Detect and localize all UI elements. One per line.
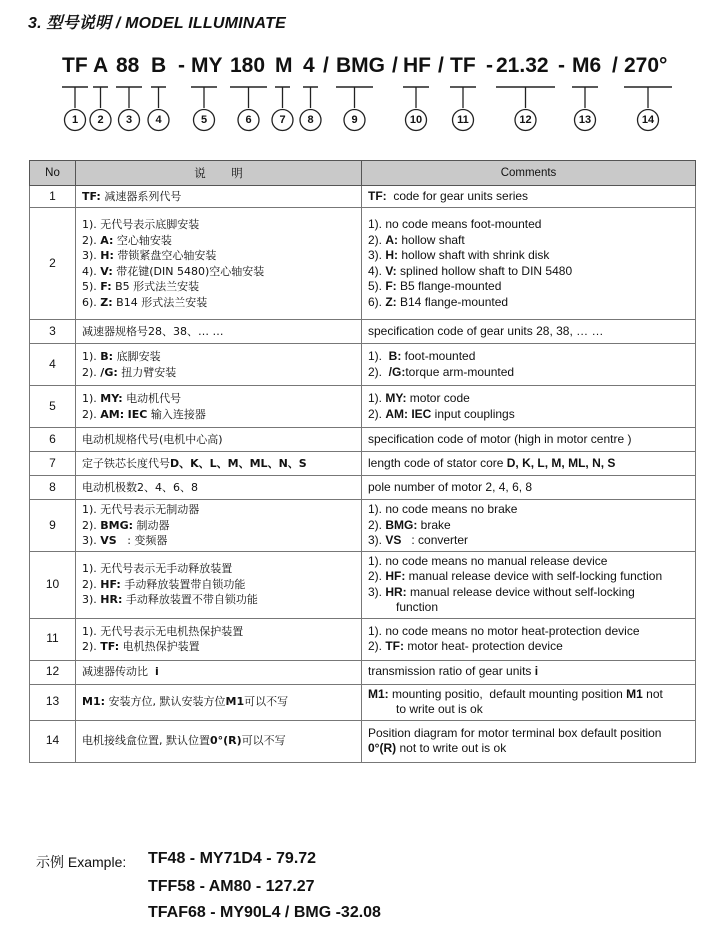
cell-line	[82, 456, 355, 472]
marker-number: 5	[200, 114, 208, 126]
cell-text: to write out is ok	[396, 702, 483, 716]
cell-text: brake	[417, 517, 451, 532]
row-number: 1	[30, 186, 76, 208]
cell-text: 安装方位, 默认安装方位	[105, 695, 226, 709]
row-number: 14	[30, 720, 76, 762]
cell-line	[368, 569, 689, 585]
cell-text: torque arm-mounted	[405, 364, 515, 379]
cell-text: B5 形式法兰安装	[111, 280, 200, 293]
cell-text: 减速器规格号28、38、… …	[82, 324, 224, 338]
cell-line	[368, 324, 689, 340]
code-key: F:	[385, 279, 397, 293]
marker-number: 14	[641, 114, 655, 126]
description-cn	[76, 208, 362, 320]
cell-text: 2).	[368, 406, 386, 421]
marker-number: 7	[279, 114, 286, 126]
cell-line	[82, 733, 355, 749]
row-number: 7	[30, 452, 76, 476]
description-cn	[76, 660, 362, 684]
marker-number: 2	[97, 114, 104, 126]
cell-text: : converter	[401, 533, 469, 547]
cell-text: 1).	[368, 349, 389, 363]
row-number: 8	[30, 476, 76, 500]
code-token: 88	[116, 54, 140, 77]
comment-en	[362, 186, 696, 208]
cell-text: 3).	[368, 584, 386, 599]
cell-text: specification code of motor (high in motor centre )	[368, 431, 632, 446]
cell-line	[368, 533, 689, 549]
cell-text: 1). 无代号表示底脚安装	[82, 218, 200, 231]
cell-line	[368, 279, 689, 295]
table-row	[30, 618, 696, 660]
description-cn	[76, 551, 362, 618]
cell-text: 2).	[82, 407, 101, 421]
marker-number: 3	[125, 114, 133, 126]
cell-text: length code of stator core	[368, 455, 507, 470]
cell-line	[368, 554, 689, 570]
example-line-1: TF48 - MY71D4 - 79.72	[148, 850, 317, 867]
code-key: HF:	[100, 577, 121, 591]
code-key: M1	[626, 686, 643, 701]
cell-line	[368, 502, 689, 518]
cell-text: 2).	[82, 577, 101, 591]
cell-text: 1). 无代号表示无手动释放装置	[82, 562, 233, 576]
code-token: /	[612, 54, 618, 77]
cell-line	[368, 664, 689, 680]
code-token: M6	[572, 54, 602, 77]
header-comments: Comments	[362, 161, 696, 186]
code-key: AM:	[100, 407, 125, 421]
cell-text: 1).	[368, 391, 386, 405]
code-key: D、K、L、M、ML、N、S	[170, 456, 307, 470]
comment-en	[362, 720, 696, 762]
cell-text: motor code	[406, 391, 470, 405]
code-key: TF:	[82, 189, 101, 203]
cell-text: 可以不写	[244, 695, 289, 709]
cell-line	[82, 391, 355, 407]
row-number: 3	[30, 320, 76, 344]
comment-en	[362, 386, 696, 428]
cell-line	[368, 407, 689, 423]
cell-line	[368, 248, 689, 264]
code-token: 4	[303, 54, 315, 77]
description-cn	[76, 684, 362, 720]
code-key: TF:	[385, 639, 404, 653]
code-key: D, K, L, M, ML, N, S	[506, 455, 616, 470]
cell-text: motor heat- protection device	[404, 639, 563, 653]
cell-text: not to write out is ok	[396, 741, 507, 755]
cell-text: manual release device without self-locking	[406, 584, 635, 599]
marker-number: 6	[245, 114, 252, 126]
row-number: 2	[30, 208, 76, 320]
cell-text: not	[642, 686, 663, 701]
description-cn	[76, 428, 362, 452]
cell-text: 2).	[368, 639, 386, 653]
cell-line	[82, 533, 355, 549]
model-illuminate-table	[29, 160, 696, 763]
code-key: HF:	[385, 569, 406, 583]
code-token: A	[93, 54, 109, 77]
cell-line	[82, 217, 355, 233]
cell-text: 3).	[82, 593, 101, 607]
cell-text: 减速器系列代号	[100, 189, 182, 203]
model-code-markers	[0, 84, 720, 144]
example-line-3: TFAF68 - MY90L4 / BMG -32.08	[148, 904, 381, 921]
cell-text: 电动机极数2、4、6、8	[82, 480, 198, 494]
table-row	[30, 720, 696, 762]
table-row	[30, 684, 696, 720]
code-key: HR:	[100, 593, 123, 607]
marker-number: 1	[71, 114, 79, 126]
cell-line	[368, 702, 689, 718]
cell-line	[368, 456, 689, 472]
cell-text: 3).	[368, 533, 386, 547]
cell-text: 2).	[82, 365, 101, 379]
cell-line	[82, 664, 355, 680]
cell-text: B14 flange-mounted	[396, 294, 509, 309]
cell-text: 5).	[368, 279, 386, 293]
header-no: No	[30, 161, 76, 186]
cell-text: splined hollow shaft to DIN 5480	[396, 263, 573, 278]
marker-number: 12	[519, 114, 532, 126]
cell-text: 6).	[368, 294, 386, 309]
cell-line	[82, 295, 355, 311]
cell-text: 手动释放装置不带自锁功能	[122, 593, 258, 607]
code-token: 270°	[624, 54, 668, 77]
model-code-row	[0, 54, 720, 86]
code-key: /G:	[388, 364, 406, 379]
cell-line	[82, 233, 355, 249]
cell-text: Position diagram for motor terminal box default position	[368, 725, 662, 740]
code-key: BMG:	[385, 517, 418, 532]
code-key: 0°(R)	[210, 734, 242, 748]
cell-text: 电动机代号	[122, 392, 182, 405]
cell-line	[82, 561, 355, 577]
description-cn	[76, 720, 362, 762]
cell-line	[82, 324, 355, 340]
code-key: TF:	[100, 640, 120, 653]
row-number: 11	[30, 618, 76, 660]
cell-line	[368, 585, 689, 601]
cell-text: B14 形式法兰安装	[112, 295, 208, 309]
code-key: TF:	[368, 188, 387, 203]
code-token: BMG	[336, 54, 385, 77]
code-key: M1:	[82, 695, 105, 709]
row-number: 6	[30, 428, 76, 452]
code-token: MY	[191, 54, 223, 77]
code-key: IEC	[127, 407, 148, 421]
row-number: 10	[30, 551, 76, 618]
cell-line	[82, 407, 355, 423]
code-key: i	[155, 665, 159, 679]
code-token: B	[151, 54, 167, 77]
code-key: B:	[100, 350, 114, 363]
code-key: A:	[100, 233, 114, 247]
cell-text: 2).	[368, 232, 386, 247]
comment-en	[362, 684, 696, 720]
cell-line	[82, 639, 355, 655]
cell-line	[368, 432, 689, 448]
code-token: /	[323, 54, 329, 77]
cell-text: 手动释放装置带自锁功能	[120, 577, 246, 591]
code-key: H:	[385, 248, 399, 262]
cell-line	[368, 624, 689, 640]
cell-line	[368, 217, 689, 233]
cell-text: 1). no code means foot-mounted	[368, 217, 542, 231]
table-row	[30, 320, 696, 344]
header-description-cn: 说 明	[76, 161, 362, 186]
comment-en	[362, 344, 696, 386]
cell-text: function	[396, 600, 439, 614]
cell-text: B5 flange-mounted	[396, 279, 502, 293]
cell-text: 2).	[368, 364, 389, 379]
row-number: 9	[30, 500, 76, 552]
comment-en	[362, 500, 696, 552]
cell-text: 3).	[82, 249, 101, 262]
code-key: V:	[100, 264, 113, 278]
cell-line	[82, 349, 355, 365]
marker-number: 9	[351, 114, 358, 126]
description-cn	[76, 344, 362, 386]
code-key: i	[534, 664, 539, 679]
cell-text: 电动机规格代号(电机中心高)	[82, 432, 223, 446]
cell-line	[368, 233, 689, 249]
cell-line	[368, 480, 689, 496]
cell-text: 2).	[368, 569, 386, 583]
code-key: MY:	[385, 391, 407, 405]
code-token: TF	[62, 54, 88, 77]
cell-text: 电机接线盒位置, 默认位置	[82, 734, 210, 748]
cell-line	[82, 480, 355, 496]
cell-text: 4).	[368, 263, 386, 278]
cell-text: 1). no code means no brake	[368, 502, 518, 516]
cell-line	[82, 518, 355, 534]
comment-en	[362, 660, 696, 684]
cell-text: code for gear units series	[386, 188, 529, 203]
cell-text: 带锁紧盘空心轴安装	[113, 249, 217, 262]
row-number: 12	[30, 660, 76, 684]
code-token: 21.32	[496, 54, 549, 77]
code-key: 0°(R)	[368, 741, 397, 755]
cell-text: pole number of motor 2, 4, 6, 8	[368, 479, 533, 494]
marker-number: 10	[409, 114, 423, 126]
table-row	[30, 208, 696, 320]
cell-text: hollow shaft with shrink disk	[398, 248, 550, 262]
table-row	[30, 386, 696, 428]
cell-text: 输入连接器	[147, 407, 206, 421]
cell-text: 1).	[82, 350, 101, 363]
cell-text: 1). no code means no manual release device	[368, 553, 608, 568]
comment-en	[362, 476, 696, 500]
cell-text: input couplings	[431, 406, 515, 421]
cell-line	[82, 577, 355, 593]
code-key: M1	[225, 695, 245, 709]
table-header-row	[30, 161, 696, 186]
code-key: VS	[100, 534, 117, 547]
comment-en	[362, 618, 696, 660]
cell-text: 1).	[82, 392, 101, 405]
cell-text: 减速器传动比	[82, 665, 155, 679]
code-key: VS	[385, 533, 402, 547]
cell-text: 电机热保护装置	[119, 640, 200, 653]
code-token: -	[178, 54, 185, 77]
row-number: 13	[30, 684, 76, 720]
code-key: A:	[385, 232, 399, 247]
description-cn	[76, 186, 362, 208]
cell-line	[82, 248, 355, 264]
code-key: F:	[100, 280, 112, 293]
cell-line	[368, 741, 689, 757]
cell-text: 定子铁芯长度代号	[82, 456, 170, 470]
cell-text: manual release device with self-locking function	[405, 569, 663, 583]
cell-text: 可以不写	[241, 734, 286, 748]
cell-text: 底脚安装	[113, 350, 161, 363]
table-row	[30, 500, 696, 552]
cell-text: 扭力臂安装	[117, 365, 177, 379]
table-row	[30, 551, 696, 618]
code-token: TF	[450, 54, 476, 77]
cell-line	[82, 365, 355, 381]
code-key: Z:	[100, 295, 113, 309]
code-key: BMG:	[100, 518, 134, 532]
code-key: HR:	[385, 584, 407, 599]
code-key: H:	[100, 249, 114, 262]
code-token: HF	[403, 54, 431, 77]
cell-text: specification code of gear units 28, 38, … …	[368, 323, 604, 338]
table-row	[30, 186, 696, 208]
cell-text: 空心轴安装	[113, 233, 172, 247]
comment-en	[362, 320, 696, 344]
code-token: M	[275, 54, 293, 77]
code-key: AM: IEC	[385, 406, 432, 421]
cell-text: 6).	[82, 295, 101, 309]
code-token: /	[438, 54, 444, 77]
cell-line	[368, 264, 689, 280]
cell-text: 2).	[368, 517, 386, 532]
table-row	[30, 660, 696, 684]
code-token: -	[558, 54, 565, 77]
cell-text: transmission ratio of gear units	[368, 664, 535, 679]
cell-text: 带花键(DIN 5480)空心轴安装	[112, 264, 265, 278]
cell-text: 2).	[82, 518, 101, 532]
code-token: -	[486, 54, 493, 77]
table-row	[30, 344, 696, 386]
cell-text: 制动器	[133, 518, 170, 532]
cell-line	[368, 295, 689, 311]
cell-line	[368, 600, 689, 616]
description-cn	[76, 476, 362, 500]
marker-number: 4	[155, 114, 162, 126]
cell-line	[368, 189, 689, 205]
code-key: B:	[388, 349, 402, 363]
cell-text: 4).	[82, 264, 101, 278]
comment-en	[362, 428, 696, 452]
table-row	[30, 476, 696, 500]
section-heading: 3. 型号说明 / MODEL ILLUMINATE	[28, 15, 286, 32]
cell-text: 1). 无代号表示无制动器	[82, 503, 200, 516]
description-cn	[76, 618, 362, 660]
cell-line	[368, 639, 689, 655]
cell-line	[368, 349, 689, 365]
examples-label: 示例 Example:	[36, 854, 127, 870]
cell-line	[368, 726, 689, 742]
cell-line	[82, 189, 355, 205]
cell-line	[82, 592, 355, 608]
code-key: M1:	[368, 686, 389, 701]
cell-line	[82, 279, 355, 295]
comment-en	[362, 551, 696, 618]
cell-text: 3).	[368, 248, 386, 262]
cell-text: : 变频器	[116, 534, 168, 547]
marker-number: 11	[457, 114, 469, 126]
cell-text: 2).	[82, 233, 101, 247]
cell-text: 5).	[82, 280, 101, 293]
cell-text: 1). 无代号表示无电机热保护装置	[82, 624, 244, 638]
code-key: Z:	[385, 294, 397, 309]
code-token: /	[392, 54, 398, 77]
table-row	[30, 452, 696, 476]
description-cn	[76, 500, 362, 552]
marker-number: 8	[307, 114, 314, 126]
cell-line	[82, 694, 355, 710]
code-key: MY:	[100, 392, 123, 405]
cell-text: mounting positio, default mounting position	[388, 686, 627, 701]
code-key: /G:	[100, 365, 118, 379]
cell-line	[368, 518, 689, 534]
cell-text: foot-mounted	[401, 349, 476, 363]
cell-line	[368, 365, 689, 381]
cell-line	[368, 391, 689, 407]
description-cn	[76, 452, 362, 476]
cell-text: hollow shaft	[398, 232, 465, 247]
comment-en	[362, 452, 696, 476]
code-token: 180	[230, 54, 266, 77]
cell-text: 1). no code means no motor heat-protection device	[368, 623, 640, 638]
example-line-2: TFF58 - AM80 - 127.27	[148, 878, 315, 895]
description-cn	[76, 320, 362, 344]
cell-text: 3).	[82, 534, 101, 547]
cell-line	[82, 264, 355, 280]
comment-en	[362, 208, 696, 320]
description-cn	[76, 386, 362, 428]
cell-text: 2).	[82, 640, 101, 653]
cell-line	[82, 432, 355, 448]
marker-number: 13	[578, 114, 592, 126]
code-key: V:	[385, 263, 397, 278]
cell-line	[368, 687, 689, 703]
cell-line	[82, 624, 355, 640]
cell-line	[82, 502, 355, 518]
row-number: 4	[30, 344, 76, 386]
table-row	[30, 428, 696, 452]
row-number: 5	[30, 386, 76, 428]
